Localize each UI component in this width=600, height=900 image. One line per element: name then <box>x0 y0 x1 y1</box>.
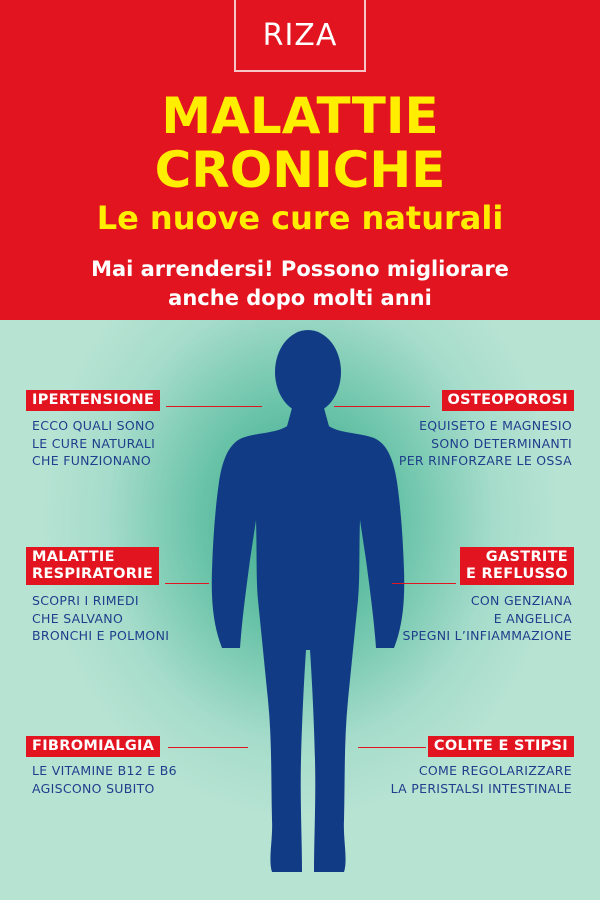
desc-line: COME REGOLARIZZARE <box>418 763 572 778</box>
desc-line: PER RINFORZARE LE OSSA <box>398 453 572 468</box>
title-line-2: CRONICHE <box>154 141 446 199</box>
desc-line: CHE SALVANO <box>32 610 124 626</box>
condition-title: E REFLUSSO <box>466 566 568 582</box>
desc-line: EQUISETO E MAGNESIO <box>419 418 572 433</box>
condition-desc-gastrite <box>402 592 572 645</box>
condition-title: COLITE E STIPSI <box>433 738 568 754</box>
desc-line: CON GENZIANA <box>470 593 572 608</box>
condition-desc-colite <box>391 762 572 797</box>
desc-line: BRONCHI E POLMONI <box>32 628 170 643</box>
condition-desc-osteoporosi <box>399 417 572 470</box>
brand-logo <box>234 0 366 72</box>
desc-line: CHE FUNZIONANO <box>32 453 152 468</box>
condition-title: GASTRITE <box>485 549 568 565</box>
title-line-1: MALATTIE <box>161 87 439 145</box>
condition-label-gastrite <box>460 547 574 585</box>
desc-line: LA PERISTALSI INTESTINALE <box>390 780 572 796</box>
body-illustration-panel <box>0 320 600 900</box>
condition-title: OSTEOPOROSI <box>447 392 568 408</box>
condition-title: IPERTENSIONE <box>32 392 155 408</box>
connector-line-fibromialgia <box>168 747 248 748</box>
connector-line-ipertensione <box>166 406 262 407</box>
desc-line: SCOPRI I RIMEDI <box>32 593 139 608</box>
desc-line: ECCO QUALI SONO <box>32 418 155 433</box>
desc-line: LE CURE NATURALI <box>32 435 156 451</box>
condition-desc-ipertensione <box>32 417 155 470</box>
desc-line: LE VITAMINE B12 E B6 <box>32 763 177 778</box>
condition-label-osteoporosi <box>442 390 574 411</box>
brand-logo-text: RIZA <box>262 17 338 53</box>
condition-label-colite <box>428 736 574 757</box>
desc-line: SONO DETERMINANTI <box>431 435 572 451</box>
subtitle-line-1: Mai arrendersi! Possono migliorare <box>91 257 509 281</box>
condition-desc-malattie-respiratorie <box>32 592 169 645</box>
subtitle-line-2: anche dopo molti anni <box>168 286 432 310</box>
condition-label-fibromialgia <box>26 736 160 757</box>
title-line-3: Le nuove cure naturali <box>96 199 504 237</box>
cover-header <box>0 0 600 320</box>
condition-label-malattie-respiratorie <box>26 547 159 585</box>
desc-line: SPEGNI L’INFIAMMAZIONE <box>402 628 572 643</box>
condition-label-ipertensione <box>26 390 160 411</box>
connector-line-malattie-respiratorie <box>165 583 209 584</box>
condition-title: MALATTIE <box>32 549 115 565</box>
desc-line: E ANGELICA <box>493 610 572 626</box>
connector-line-colite <box>358 747 426 748</box>
condition-title: FIBROMIALGIA <box>32 738 155 754</box>
connector-line-osteoporosi <box>334 406 430 407</box>
condition-title: RESPIRATORIE <box>32 566 154 582</box>
condition-desc-fibromialgia <box>32 762 177 797</box>
connector-line-gastrite <box>392 583 456 584</box>
desc-line: AGISCONO SUBITO <box>32 780 155 796</box>
